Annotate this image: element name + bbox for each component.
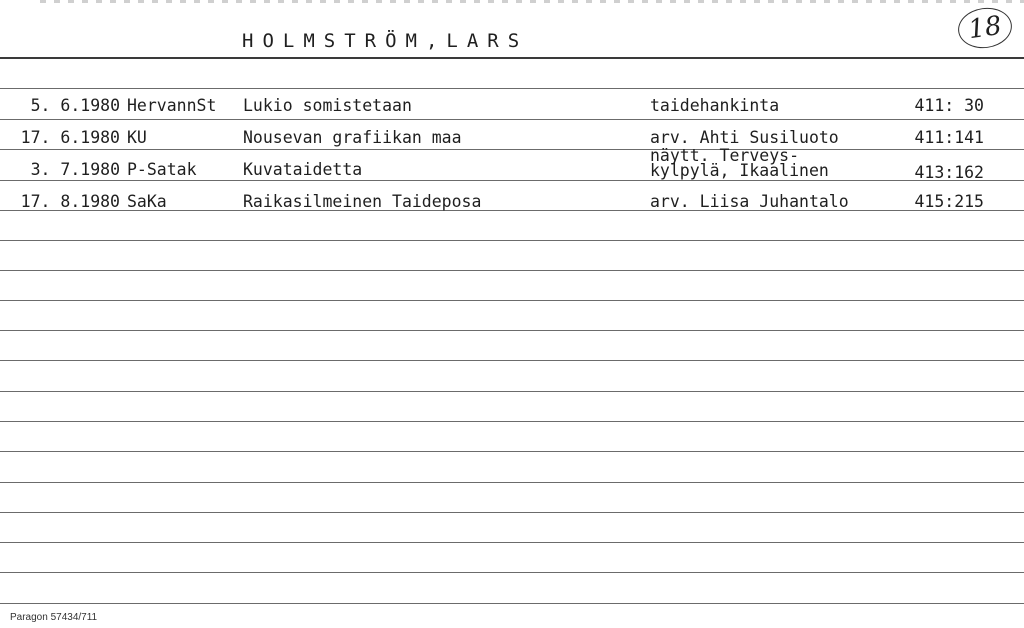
entry-note: arv. Liisa Juhantalo — [650, 192, 849, 211]
entry-note: taidehankinta — [650, 96, 780, 115]
rule-line — [0, 330, 1024, 331]
rule-line — [0, 149, 1024, 150]
entry-place: SaKa — [127, 192, 167, 211]
entry-note — [650, 148, 829, 178]
rule-line — [0, 421, 1024, 422]
entry-reference: 413:162 — [914, 163, 984, 182]
rule-line — [0, 240, 1024, 241]
rule-line — [0, 57, 1024, 59]
entry-place: KU — [127, 128, 147, 147]
entry-reference: 415:215 — [914, 192, 984, 211]
rule-line — [0, 270, 1024, 271]
entry-date: 17. 8.1980 — [20, 192, 120, 211]
entry-date: 5. 6.1980 — [30, 96, 120, 115]
entry-note: arv. Ahti Susiluoto — [650, 128, 839, 147]
rule-line — [0, 180, 1024, 181]
entry-reference: 411:141 — [914, 128, 984, 147]
entry-work: Nousevan grafiikan maa — [243, 128, 462, 147]
rule-line — [0, 603, 1024, 604]
entry-date: 3. 7.1980 — [30, 160, 120, 179]
entry-note-line: kylpylä, Ikaalinen — [650, 161, 829, 180]
entry-place: HervannSt — [127, 96, 217, 115]
rule-line — [0, 300, 1024, 301]
form-code: Paragon 57434/711 — [10, 612, 98, 623]
entry-work: Raikasilmeinen Taideposa — [243, 192, 482, 211]
rule-line — [0, 572, 1024, 573]
card-number-stamp — [955, 4, 1014, 51]
rule-line — [0, 451, 1024, 452]
entry-date: 17. 6.1980 — [20, 128, 120, 147]
entry-place: P-Satak — [127, 160, 197, 179]
rule-line — [0, 512, 1024, 513]
entry-note-line: näytt. Terveys- — [650, 146, 800, 165]
card-top-edge — [40, 0, 1024, 3]
rule-line — [0, 391, 1024, 392]
card-number: 18 — [966, 10, 1004, 46]
rule-line — [0, 88, 1024, 89]
entry-reference: 411: 30 — [914, 96, 984, 115]
rule-line — [0, 119, 1024, 120]
rule-line — [0, 482, 1024, 483]
card-title: HOLMSTRÖM,LARS — [242, 30, 529, 52]
rule-line — [0, 360, 1024, 361]
entry-work: Kuvataidetta — [243, 160, 363, 179]
rule-line — [0, 542, 1024, 543]
entry-work: Lukio somistetaan — [243, 96, 412, 115]
